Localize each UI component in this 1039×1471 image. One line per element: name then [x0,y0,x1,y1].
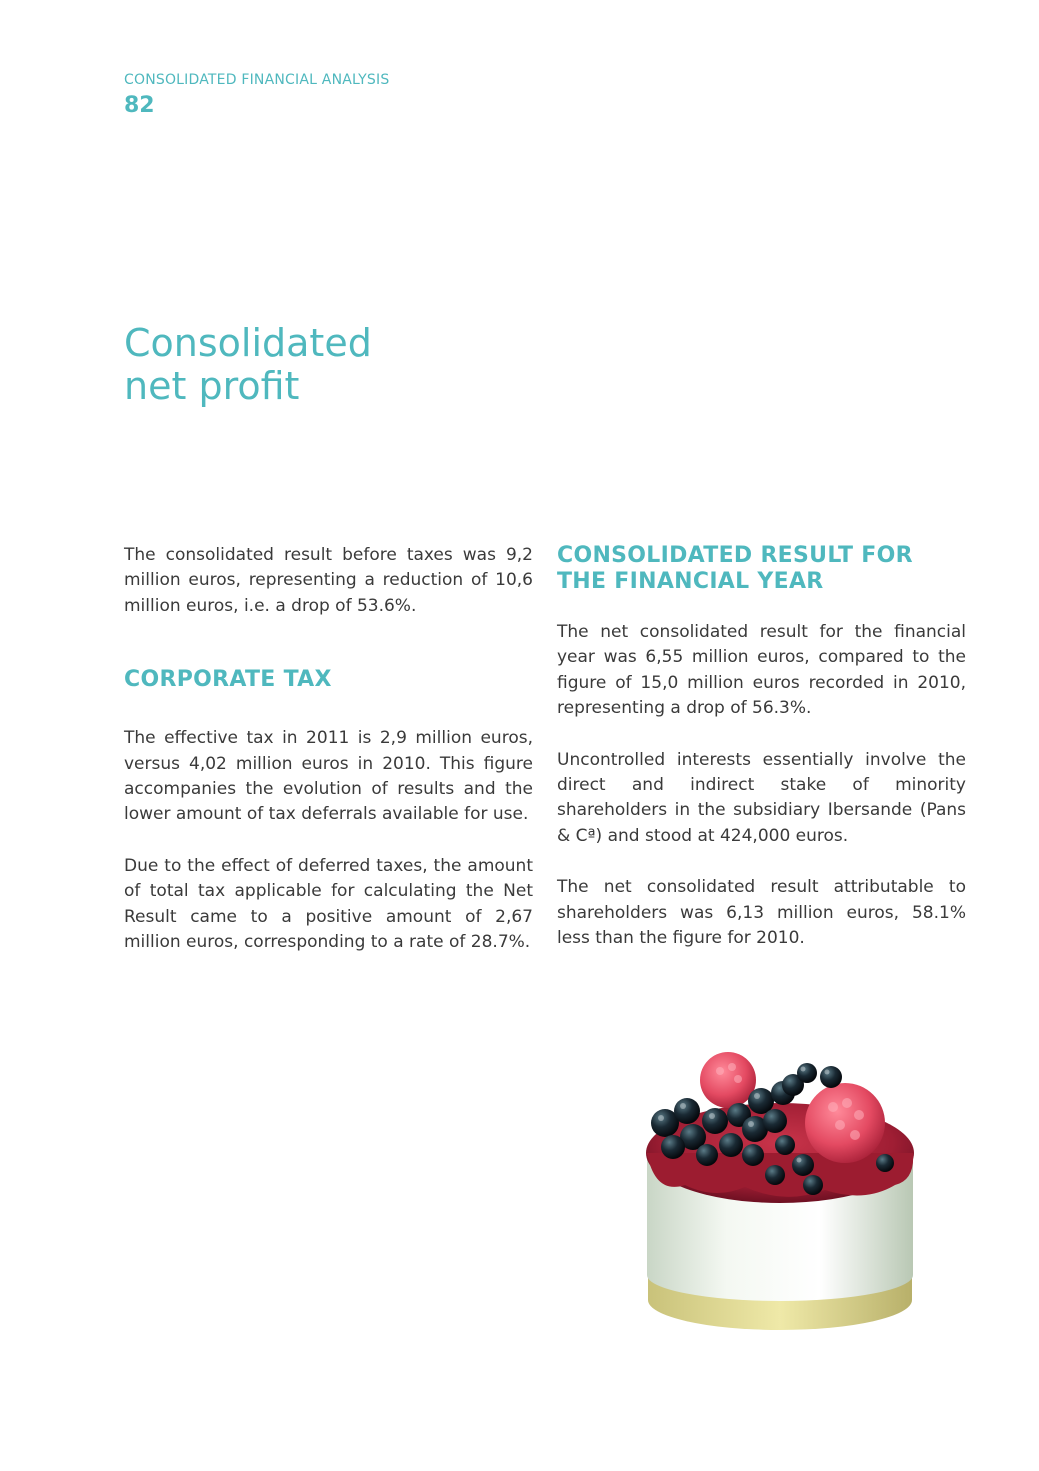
cheesecake-icon [635,1045,925,1345]
page-title-line-1: Consolidated [124,321,372,365]
result-paragraph-1: The net consolidated result for the financial year was 6,55 million euros, compared to the figure of 15,0 million euros recorded in 2010, representing a drop of 56.3%. [557,622,966,719]
left-column [124,543,533,955]
intro-paragraph: The consolidated result before taxes was 9,2 million euros, representing a reduction of 10,6 million euros, i.e. a drop of 53.6%. [124,545,533,616]
result-paragraph-2: Uncontrolled interests essentially involve the direct and indirect stake of minority shareholders in the subsidiary Ibersande (Pans & Cª) and stood at 424,000 euros. [557,749,966,846]
consolidated-result-heading: CONSOLIDATED RESULT FOR THE FINANCIAL YEAR [557,543,913,594]
tax-paragraph-2: Due to the effect of deferred taxes, the amount of total tax applicable for calculating the Net Result came to a positive amount of 2,67 million euros, corresponding to a rate of 28.7%. [124,855,533,953]
page-title-line-2: net profit [124,364,300,408]
right-column [557,543,966,951]
section-label: CONSOLIDATED FINANCIAL ANALYSIS [124,72,390,88]
page-title [124,322,372,408]
corporate-tax-heading: CORPORATE TAX [124,667,332,693]
result-paragraph-3: The net consolidated result attributable to shareholders was 6,13 million euros, 58.1% less than the figure for 2010. [557,877,966,949]
tax-paragraph-1: The effective tax in 2011 is 2,9 million euros, versus 4,02 million euros in 2010. This figure accompanies the evolution of results and the lower amount of tax deferrals available for use. [124,728,533,825]
page-number: 82 [124,93,155,118]
cheesecake-image [635,1045,925,1345]
